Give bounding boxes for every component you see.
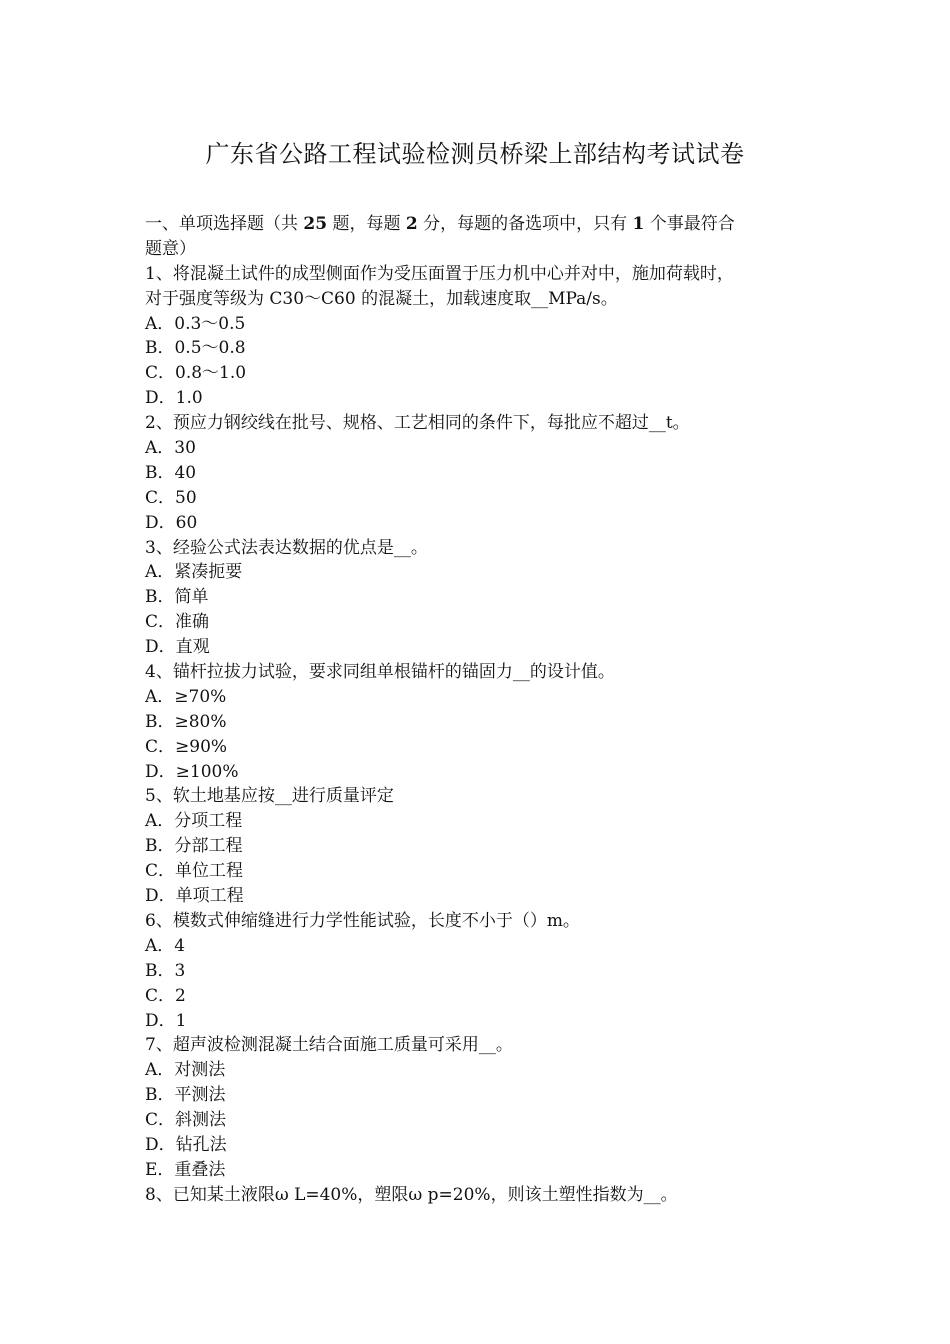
answer-option: B．40 bbox=[145, 462, 197, 483]
document-title: 广东省公路工程试验检测员桥梁上部结构考试试卷 bbox=[205, 140, 745, 168]
single-answer-count: 1 bbox=[632, 214, 645, 234]
question-stem: 5、软土地基应按__进行质量评定 bbox=[145, 786, 394, 807]
answer-option: A．分项工程 bbox=[145, 811, 243, 832]
answer-option: A．30 bbox=[145, 438, 196, 459]
answer-option: C．≥90% bbox=[145, 736, 228, 757]
answer-option: B．简单 bbox=[145, 587, 209, 608]
question-count: 25 bbox=[303, 214, 328, 234]
answer-option: A．≥70% bbox=[145, 686, 227, 707]
document-body bbox=[145, 212, 815, 1208]
points-per-question: 2 bbox=[405, 214, 418, 234]
question-stem: 7、超声波检测混凝土结合面施工质量可采用__。 bbox=[145, 1035, 513, 1056]
question-stem: 2、预应力钢绞线在批号、规格、工艺相同的条件下，每批应不超过__t。 bbox=[145, 413, 690, 434]
answer-option: A．对测法 bbox=[145, 1060, 226, 1081]
answer-option: D．单项工程 bbox=[145, 886, 244, 907]
answer-option: B．0.5～0.8 bbox=[145, 338, 246, 359]
answer-option: D．1 bbox=[145, 1010, 187, 1031]
answer-option: A．紧凑扼要 bbox=[145, 562, 243, 583]
question-stem: 6、模数式伸缩缝进行力学性能试验，长度不小于（）m。 bbox=[145, 910, 580, 931]
answer-option: D．1.0 bbox=[145, 388, 203, 409]
section-heading bbox=[145, 212, 815, 262]
question-stem: 1、将混凝土试件的成型侧面作为受压面置于压力机中心并对中，施加荷载时， bbox=[145, 263, 734, 284]
answer-option: A．4 bbox=[145, 935, 186, 956]
answer-option: C．2 bbox=[145, 985, 186, 1006]
answer-option: A．0.3～0.5 bbox=[145, 313, 246, 334]
question-3 bbox=[145, 536, 815, 660]
section-heading-line1: 一、单项选择题（共 25 题，每题 2 分，每题的备选项中，只有 1 个事最符合 bbox=[145, 214, 735, 234]
answer-option: D．≥100% bbox=[145, 761, 239, 782]
question-6 bbox=[145, 909, 815, 1033]
answer-option: B．≥80% bbox=[145, 711, 227, 732]
question-5 bbox=[145, 784, 815, 908]
answer-option: C．单位工程 bbox=[145, 861, 244, 882]
answer-option: C．斜测法 bbox=[145, 1110, 227, 1131]
question-4 bbox=[145, 660, 815, 784]
answer-option: B．平测法 bbox=[145, 1085, 226, 1106]
question-stem: 3、经验公式法表达数据的优点是__。 bbox=[145, 537, 428, 558]
answer-option: C．准确 bbox=[145, 612, 210, 633]
answer-option: D．60 bbox=[145, 512, 198, 533]
question-stem: 对于强度等级为 C30～C60 的混凝土，加载速度取__MPa/s。 bbox=[145, 288, 618, 309]
answer-option: B．3 bbox=[145, 960, 186, 981]
answer-option: D．钻孔法 bbox=[145, 1134, 227, 1155]
question-2 bbox=[145, 411, 815, 535]
answer-option: C．0.8～1.0 bbox=[145, 363, 247, 384]
answer-option: C．50 bbox=[145, 487, 197, 508]
answer-option: E．重叠法 bbox=[145, 1159, 226, 1180]
question-stem: 8、已知某土液限ω L=40%，塑限ω p=20%，则该土塑性指数为__。 bbox=[145, 1184, 678, 1205]
section-heading-line2: 题意） bbox=[145, 238, 196, 259]
question-stem: 4、锚杆拉拔力试验，要求同组单根锚杆的锚固力__的设计值。 bbox=[145, 662, 615, 683]
answer-option: D．直观 bbox=[145, 637, 210, 658]
answer-option: B．分部工程 bbox=[145, 836, 243, 857]
question-7 bbox=[145, 1033, 815, 1182]
question-1 bbox=[145, 262, 815, 411]
question-8 bbox=[145, 1183, 815, 1208]
